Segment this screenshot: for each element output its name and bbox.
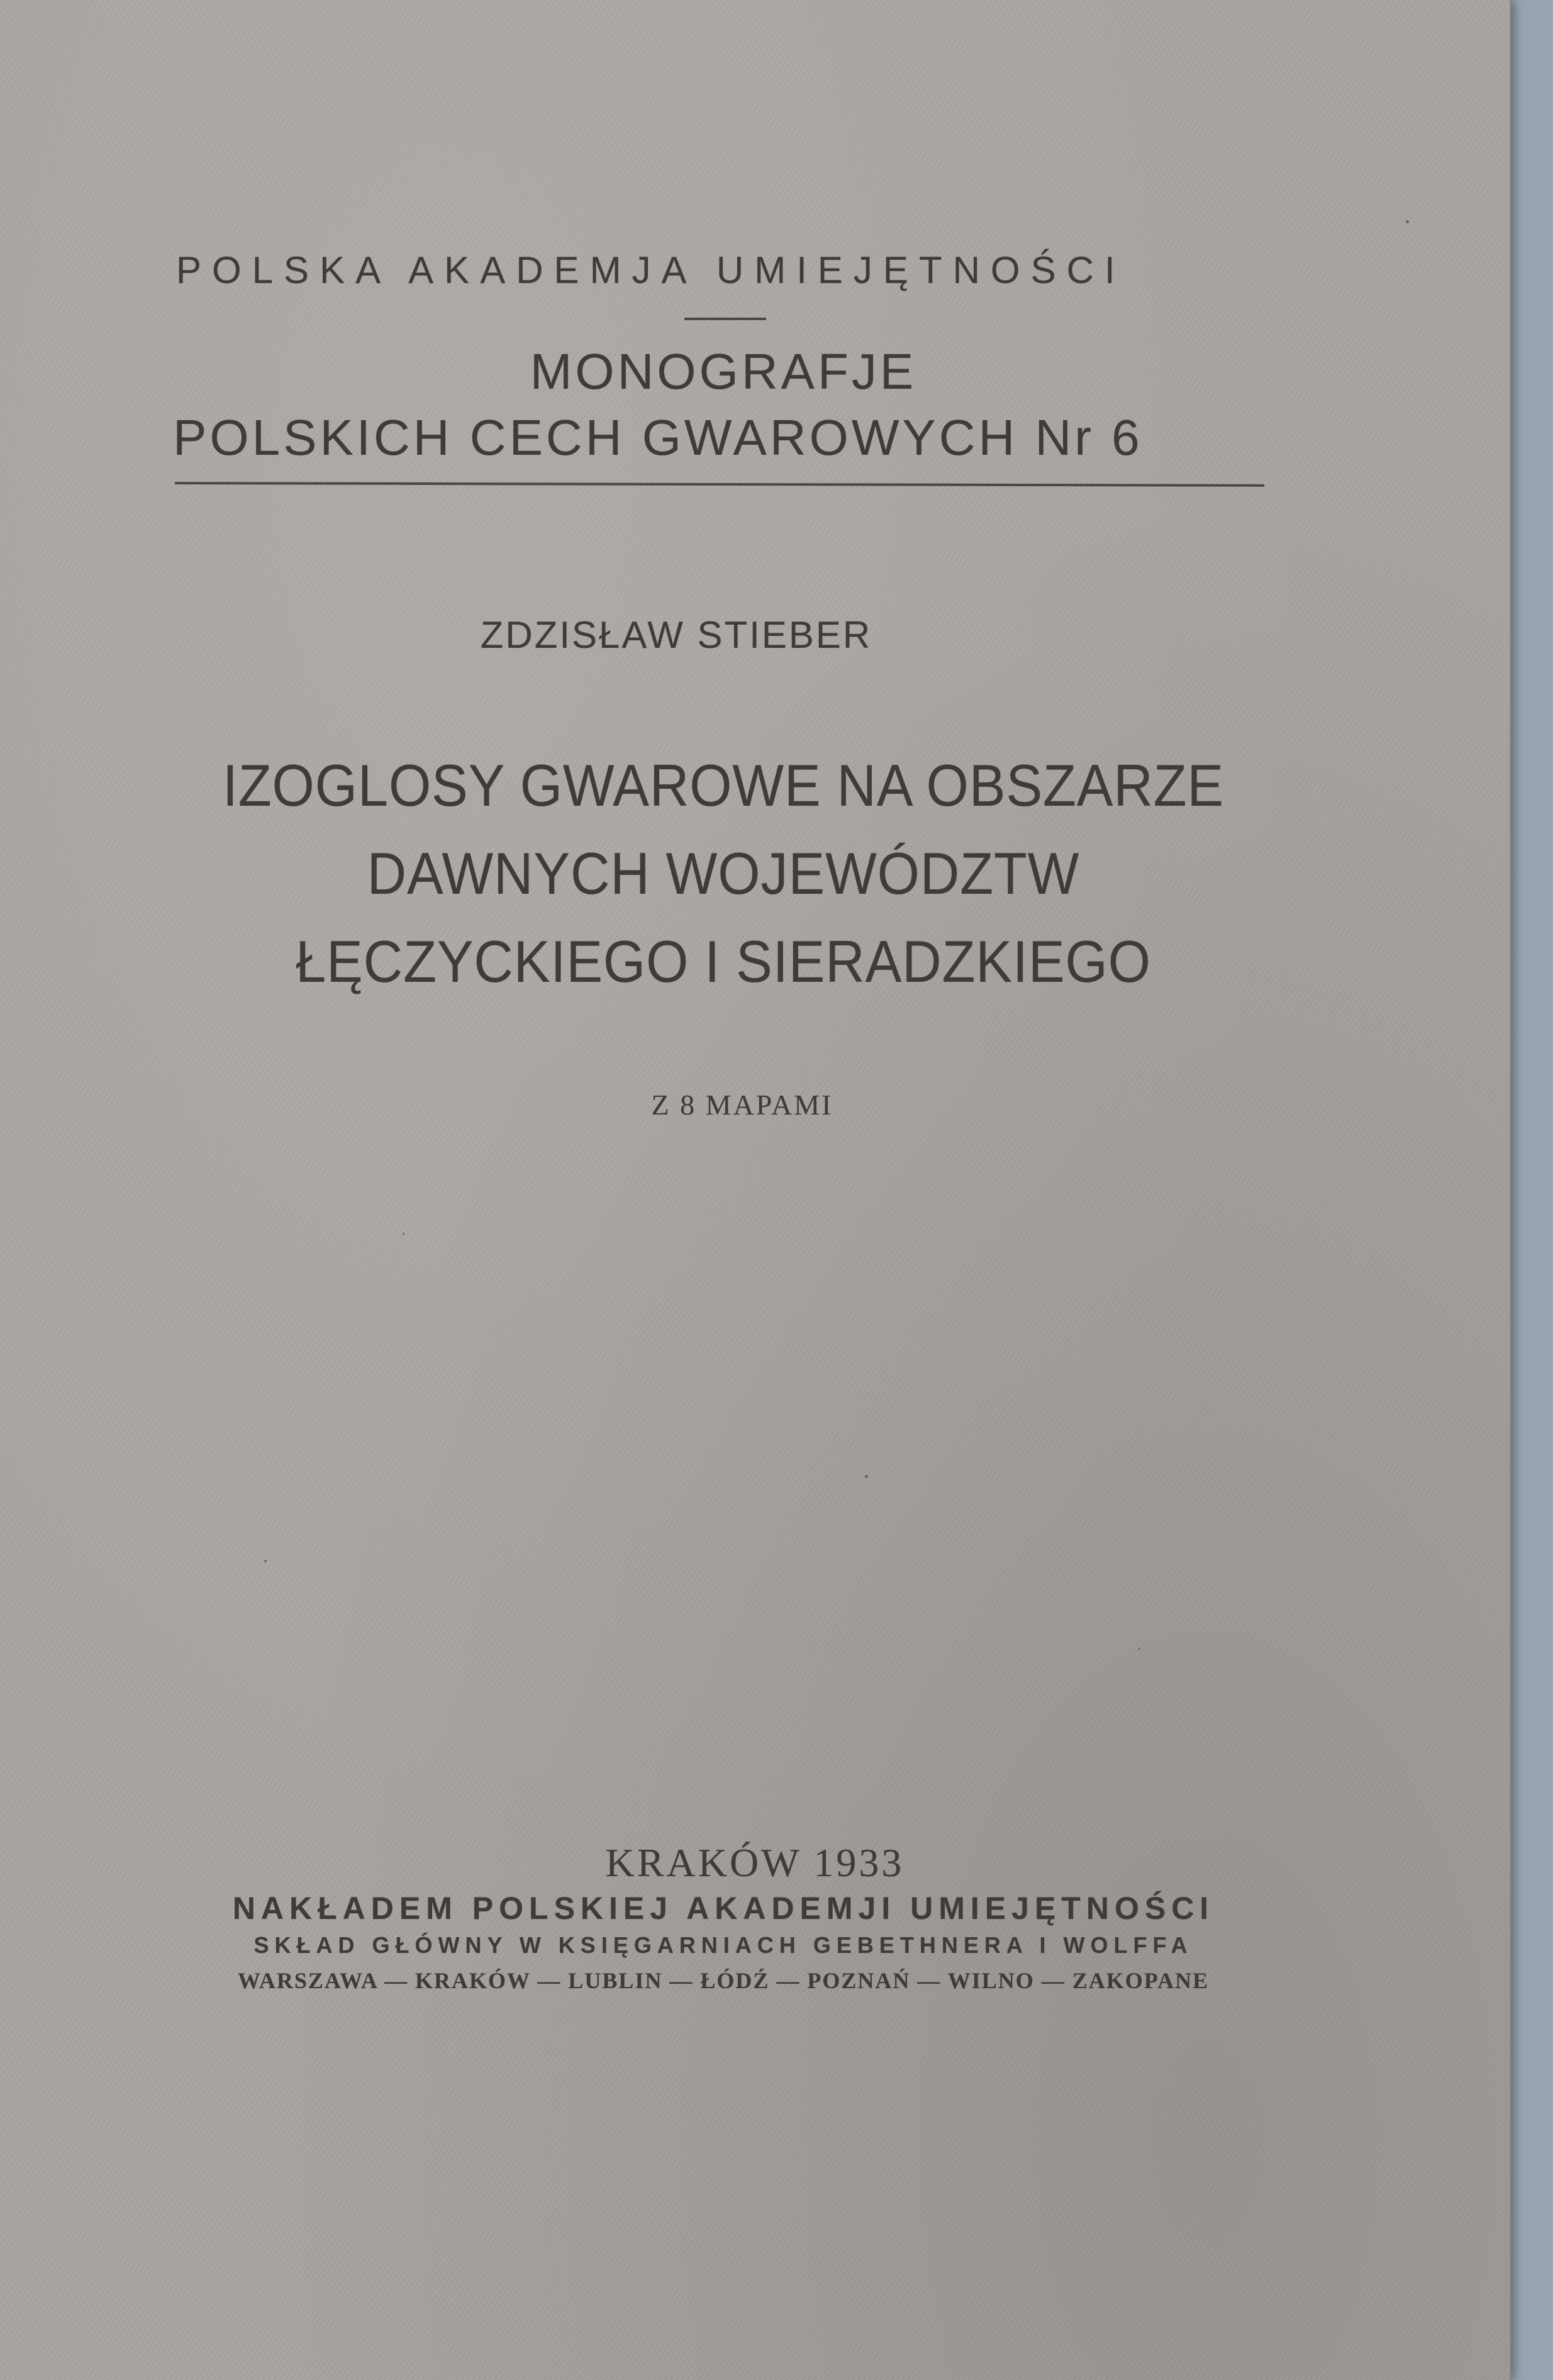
- series-underline: [175, 482, 1264, 487]
- short-divider: [684, 318, 766, 320]
- book-title-line-2: DAWNYCH WOJEWÓDZTW: [367, 840, 1080, 906]
- maps-note: Z 8 MAPAMI: [651, 1089, 833, 1121]
- book-title-line-3: ŁĘCZYCKIEGO I SIERADZKIEGO: [296, 928, 1151, 994]
- series-title-line-2: POLSKICH CECH GWAROWYCH Nr 6: [173, 409, 1143, 465]
- imprint-cities: WARSZAWA — KRAKÓW — LUBLIN — ŁÓDŹ — POZNAŃ — WILNO — ZAKOPANE: [237, 1968, 1210, 1993]
- imprint-publisher: NAKŁADEM POLSKIEJ AKADEMJI UMIEJĘTNOŚCI: [232, 1891, 1215, 1926]
- book-title-line-1: IZOGLOSY GWAROWE NA OBSZARZE: [222, 752, 1225, 818]
- imprint-place-year: KRAKÓW 1933: [605, 1840, 905, 1885]
- series-title-line-1: MONOGRAFJE: [530, 343, 917, 399]
- author-name: ZDZISŁAW STIEBER: [480, 614, 872, 656]
- imprint-distributor: SKŁAD GŁÓWNY W KSIĘGARNIACH GEBETHNERA I WOLFFA: [253, 1932, 1193, 1958]
- institution-name: POLSKA AKADEMJA UMIEJĘTNOŚCI: [176, 249, 1126, 291]
